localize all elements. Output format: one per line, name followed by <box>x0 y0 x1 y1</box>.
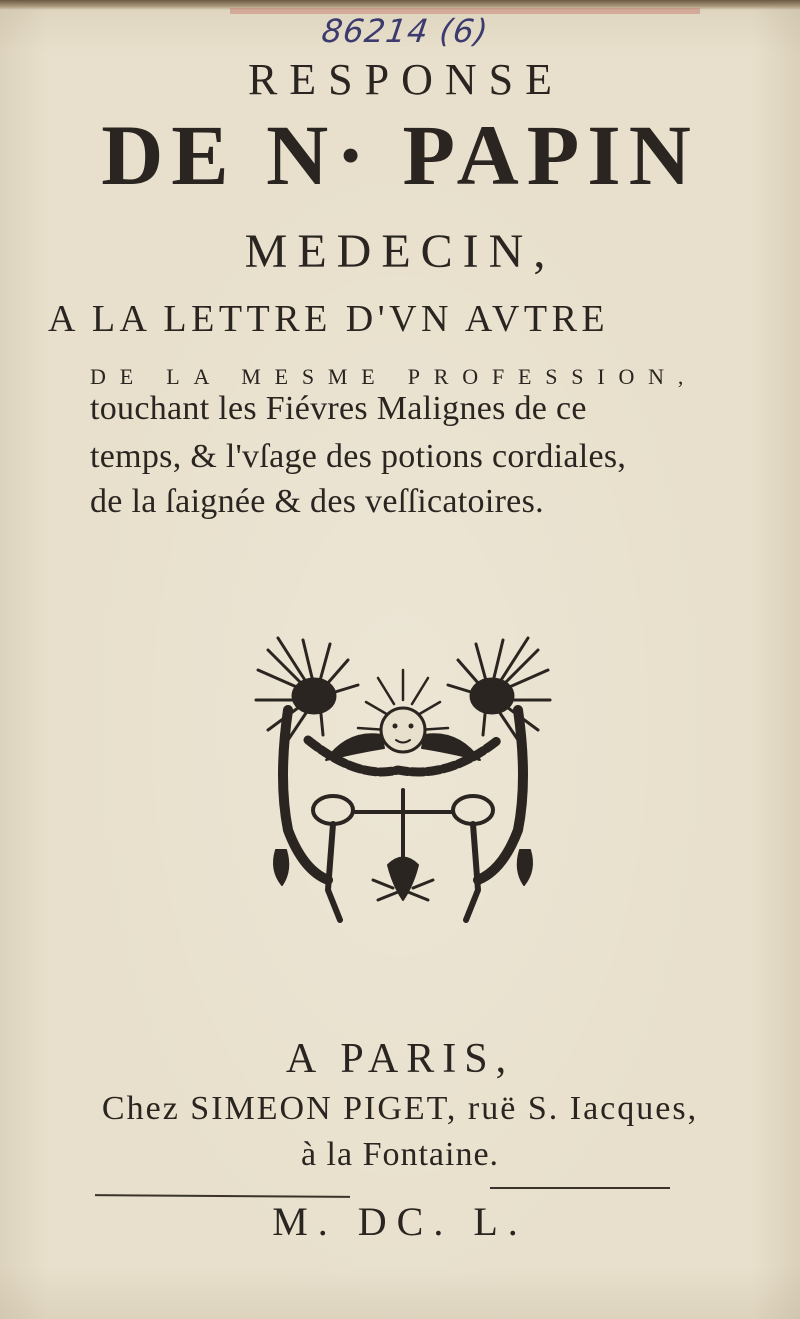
title-same-profession: DE LA MESME PROFESSION, <box>90 364 698 389</box>
page-top-edge <box>0 0 800 10</box>
title-author: DE N· PAPIN <box>101 107 699 203</box>
imprint-city: A PARIS, <box>285 1036 515 1082</box>
woodcut-ornament-icon <box>248 630 558 930</box>
imprint-address: à la Fontaine. <box>300 1136 500 1173</box>
divider-rule-left <box>95 1194 350 1198</box>
imprint-date: M. DC. L. <box>272 1199 528 1244</box>
shelfmark: 86214 (6) <box>319 12 491 50</box>
title-response: RESPONSE <box>247 55 565 104</box>
divider-rule-right <box>490 1187 670 1189</box>
title-letter: A LA LETTRE D'VN AVTRE <box>48 298 610 340</box>
subtitle-line-1: touchant les Fiévres Malignes de ce <box>90 390 587 427</box>
subtitle-line-2: temps, & l'vſage des potions cordiales, <box>90 438 627 475</box>
imprint-printer: Chez SIMEON PIGET, ruë S. Iacques, <box>101 1090 699 1127</box>
subtitle-line-3: de la ſaignée & des veſſicatoires. <box>90 483 544 520</box>
title-profession: MEDECIN, <box>244 225 556 278</box>
